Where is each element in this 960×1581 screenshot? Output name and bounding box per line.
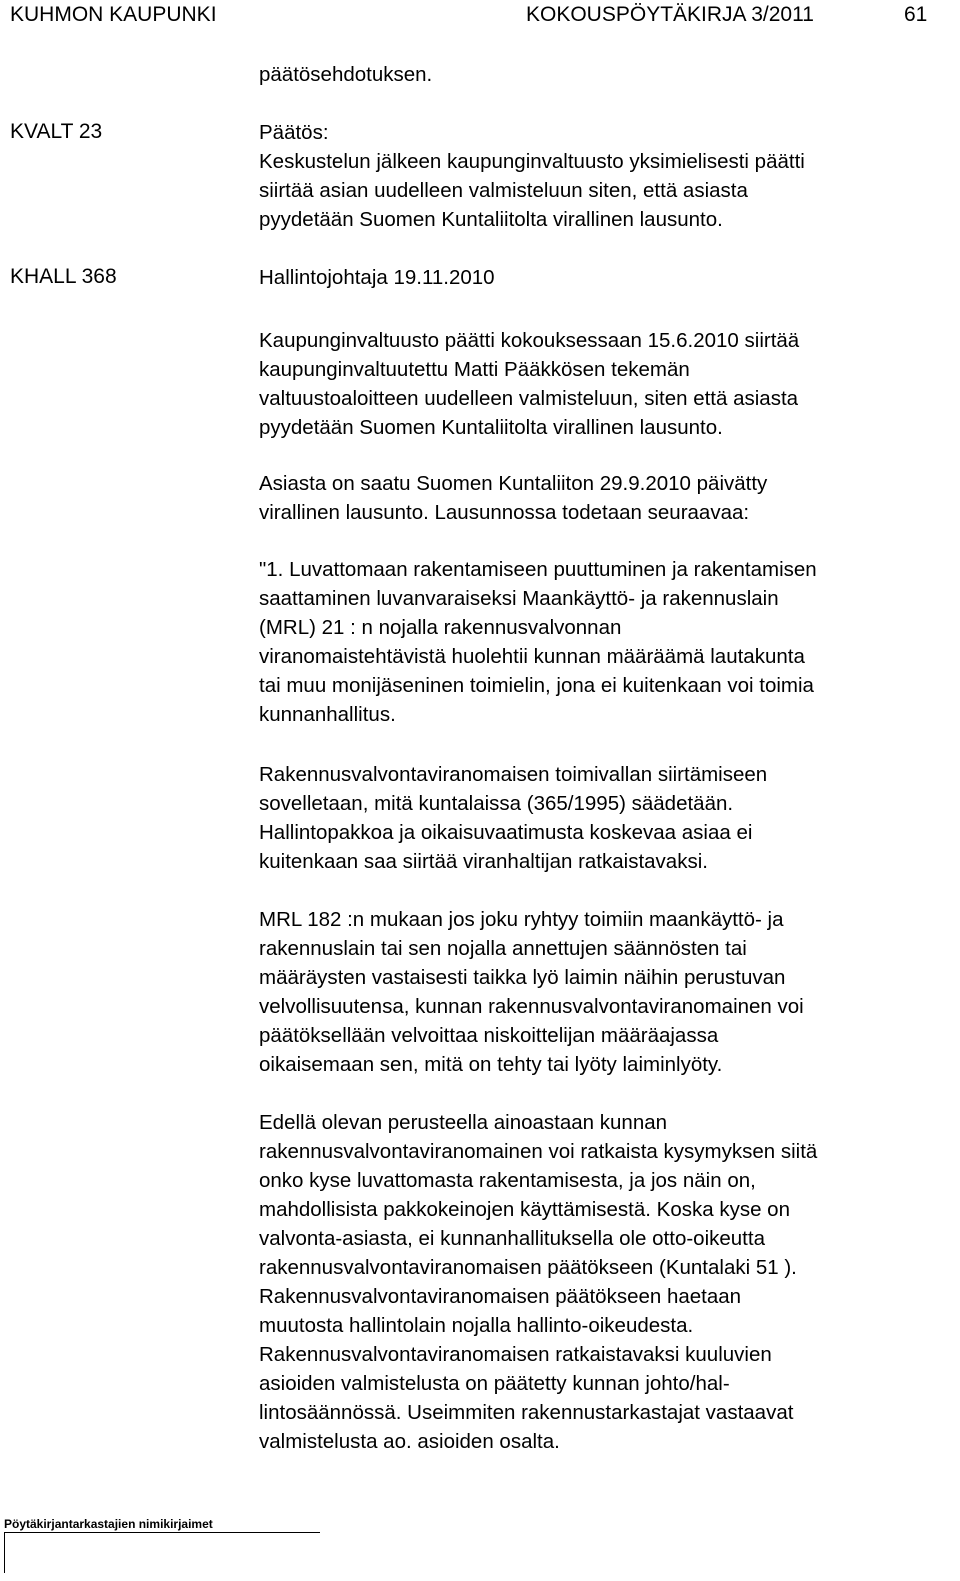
paragraph-line: Kaupunginvaltuusto päätti kokouksessaan 15.6.2010 siirtää xyxy=(259,329,800,352)
paragraph-line: sovelletaan, mitä kuntalaissa (365/1995) säädetään. xyxy=(259,792,734,815)
footer-initials-box xyxy=(4,1533,5,1573)
continuation-line: päätösehdotuksen. xyxy=(259,63,433,86)
paragraph-line: saattaminen luvanvaraiseksi Maankäyttö- ja rakennuslain xyxy=(259,587,779,610)
paragraph-line: "1. Luvattomaan rakentamiseen puuttuminen ja rakentamisen xyxy=(259,558,817,581)
paragraph-line: virallinen lausunto. Lausunnossa todetaan seuraavaa: xyxy=(259,501,750,524)
khall-heading: Hallintojohtaja 19.11.2010 xyxy=(259,266,495,289)
kvalt-line: Keskustelun jälkeen kaupunginvaltuusto yksimielisesti päätti xyxy=(259,150,805,173)
paragraph-2 xyxy=(259,469,959,527)
kvalt-line: pyydetään Suomen Kuntaliitolta virallinen lausunto. xyxy=(259,208,723,231)
paragraph-line: rakennusvalvontaviranomainen voi ratkaista kysymyksen siitä xyxy=(259,1140,818,1163)
paragraph-line: valmistelusta ao. asioiden osalta. xyxy=(259,1430,560,1453)
paragraph-line: valvonta-asiasta, ei kunnanhallituksella ole otto-oikeutta xyxy=(259,1227,765,1250)
paragraph-line: Edellä olevan perusteella ainoastaan kunnan xyxy=(259,1111,668,1134)
kvalt-heading: Päätös: xyxy=(259,121,329,144)
paragraph-line: oikaisemaan sen, mitä on tehty tai lyöty laiminlyöty. xyxy=(259,1053,723,1076)
paragraph-line: Rakennusvalvontaviranomaisen ratkaistavaksi kuuluvien xyxy=(259,1343,772,1366)
paragraph-line: mahdollisista pakkokeinojen käyttämisestä. Koska kyse on xyxy=(259,1198,790,1221)
paragraph-line: kaupunginvaltuutettu Matti Pääkkösen tekemän xyxy=(259,358,690,381)
paragraph-3 xyxy=(259,555,959,729)
paragraph-line: valtuustoaloitteen uudelleen valmisteluun, siten että asiasta xyxy=(259,387,799,410)
footer-initials-label: Pöytäkirjantarkastajien nimikirjaimet xyxy=(4,1517,213,1531)
paragraph-5 xyxy=(259,905,959,1079)
paragraph-line: tai muu monijäseninen toimielin, jona ei kuitenkaan voi toimia xyxy=(259,674,814,697)
paragraph-line: velvollisuutensa, kunnan rakennusvalvontaviranomainen voi xyxy=(259,995,804,1018)
paragraph-line: (MRL) 21 : n nojalla rakennusvalvonnan xyxy=(259,616,622,639)
paragraph-6 xyxy=(259,1108,959,1456)
paragraph-line: päätöksellään velvoittaa niskoittelijan määräajassa xyxy=(259,1024,719,1047)
paragraph-line: Asiasta on saatu Suomen Kuntaliiton 29.9.2010 päivätty xyxy=(259,472,768,495)
paragraph-4 xyxy=(259,760,959,876)
paragraph-line: asioiden valmistelusta on päätetty kunnan johto/hal- xyxy=(259,1372,730,1395)
paragraph-line: määräysten vastaisesti taikka lyö laimin näihin perustuvan xyxy=(259,966,786,989)
paragraph-line: rakennusvalvontaviranomaisen päätökseen (Kuntalaki 51 ). xyxy=(259,1256,797,1279)
paragraph-line: MRL 182 :n mukaan jos joku ryhtyy toimiin maankäyttö- ja xyxy=(259,908,784,931)
paragraph-line: viranomaistehtävistä huolehtii kunnan määräämä lautakunta xyxy=(259,645,805,668)
header-municipality: KUHMON KAUPUNKI xyxy=(10,3,217,26)
paragraph-line: lintosäännössä. Useimmiten rakennustarkastajat vastaavat xyxy=(259,1401,794,1424)
footer-rule xyxy=(4,1532,320,1533)
kvalt-decision-block xyxy=(259,118,959,234)
khall-label: KHALL 368 xyxy=(10,265,117,288)
paragraph-line: kuitenkaan saa siirtää viranhaltijan ratkaistavaksi. xyxy=(259,850,708,873)
paragraph-line: pyydetään Suomen Kuntaliitolta virallinen lausunto. xyxy=(259,416,723,439)
paragraph-line: rakennuslain tai sen nojalla annettujen säännösten tai xyxy=(259,937,747,960)
paragraph-line: Hallintopakkoa ja oikaisuvaatimusta koskevaa asiaa ei xyxy=(259,821,753,844)
paragraph-line: onko kyse luvattomasta rakentamisesta, ja jos näin on, xyxy=(259,1169,756,1192)
paragraph-line: Rakennusvalvontaviranomaisen toimivallan siirtämiseen xyxy=(259,763,768,786)
paragraph-line: Rakennusvalvontaviranomaisen päätökseen haetaan xyxy=(259,1285,742,1308)
header-page-number: 61 xyxy=(904,3,928,26)
paragraph-line: muutosta hallintolain nojalla hallinto-oikeudesta. xyxy=(259,1314,694,1337)
kvalt-line: siirtää asian uudelleen valmisteluun siten, että asiasta xyxy=(259,179,748,202)
paragraph-1 xyxy=(259,326,959,442)
paragraph-line: kunnanhallitus. xyxy=(259,703,396,726)
kvalt-label: KVALT 23 xyxy=(10,120,103,143)
header-document-title: KOKOUSPÖYTÄKIRJA 3/2011 xyxy=(526,3,814,26)
